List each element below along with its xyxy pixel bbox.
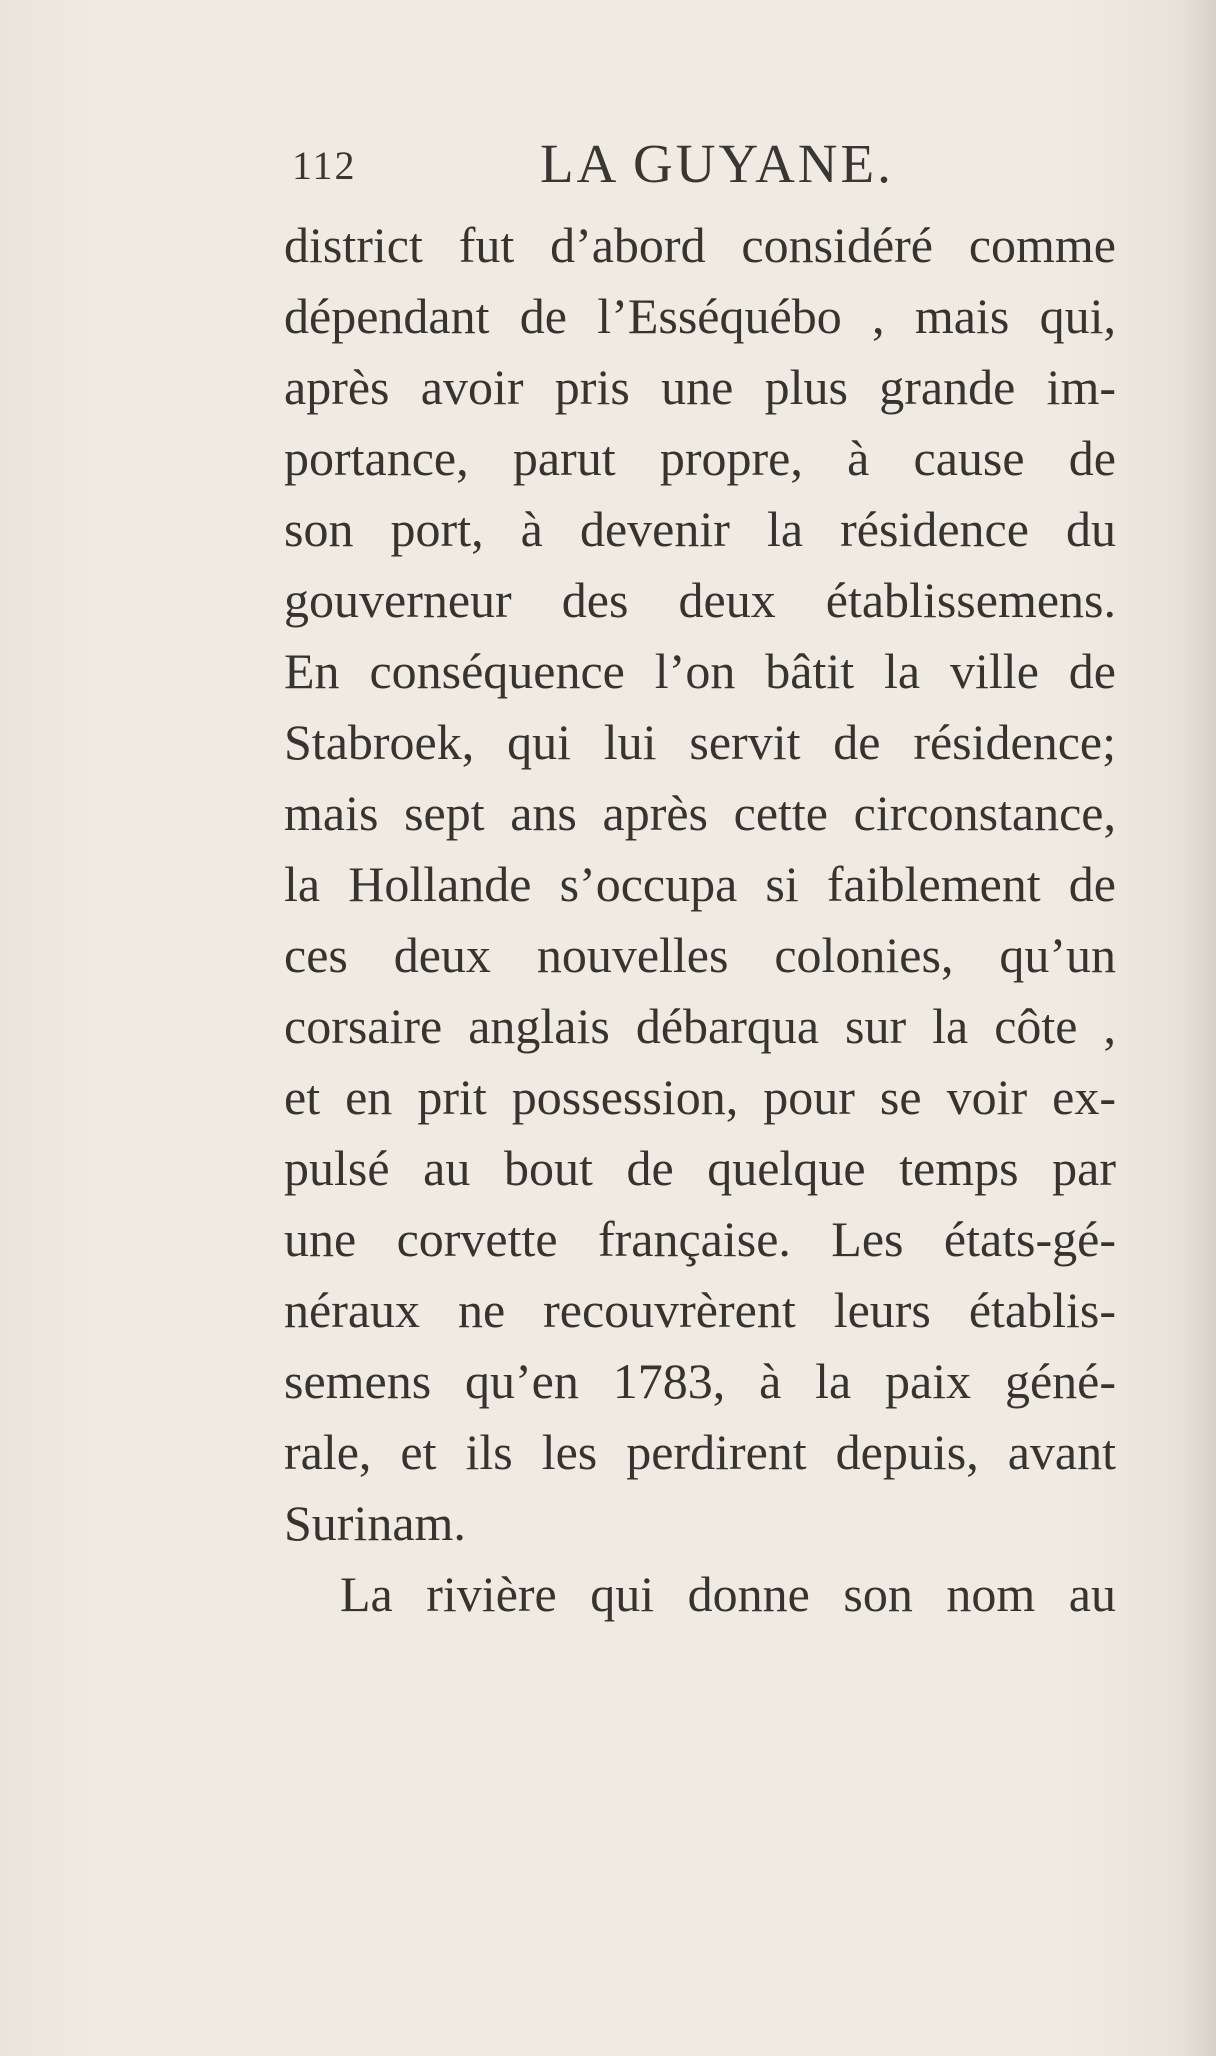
text-line-paragraph-start: La rivière qui donne son nom au	[340, 1566, 1116, 1622]
text-line: néraux ne recouvrèrent leurs établis-	[284, 1282, 1116, 1338]
text-line: ces deux nouvelles colonies, qu’un	[284, 927, 1116, 983]
text-line: après avoir pris une plus grande im-	[284, 359, 1116, 415]
text-line: la Hollande s’occupa si faiblement de	[284, 856, 1116, 912]
page-number: 112	[292, 143, 357, 188]
running-title: LA GUYANE.	[540, 133, 894, 194]
text-line: et en prit possession, pour se voir ex-	[284, 1069, 1116, 1125]
text-line: corsaire anglais débarqua sur la côte ,	[284, 998, 1116, 1054]
body-text	[284, 210, 1116, 1630]
text-line: dépendant de l’Esséquébo , mais qui,	[284, 288, 1116, 344]
text-line: portance, parut propre, à cause de	[284, 430, 1116, 486]
text-line: son port, à devenir la résidence du	[284, 501, 1116, 557]
text-line: En conséquence l’on bâtit la ville de	[284, 643, 1116, 699]
text-line: mais sept ans après cette circonstance,	[284, 785, 1116, 841]
text-line: district fut d’abord considéré comme	[284, 217, 1116, 273]
text-line: pulsé au bout de quelque temps par	[284, 1140, 1116, 1196]
text-line: rale, et ils les perdirent depuis, avant	[284, 1424, 1116, 1480]
page-header	[292, 132, 1112, 202]
text-line: une corvette française. Les états-gé-	[284, 1211, 1116, 1267]
page-edge-shadow	[1180, 0, 1216, 2056]
text-line: Surinam.	[284, 1495, 466, 1551]
text-line: semens qu’en 1783, à la paix géné-	[284, 1353, 1116, 1409]
text-line: gouverneur des deux établissemens.	[284, 572, 1116, 628]
text-line: Stabroek, qui lui servit de résidence;	[284, 714, 1116, 770]
